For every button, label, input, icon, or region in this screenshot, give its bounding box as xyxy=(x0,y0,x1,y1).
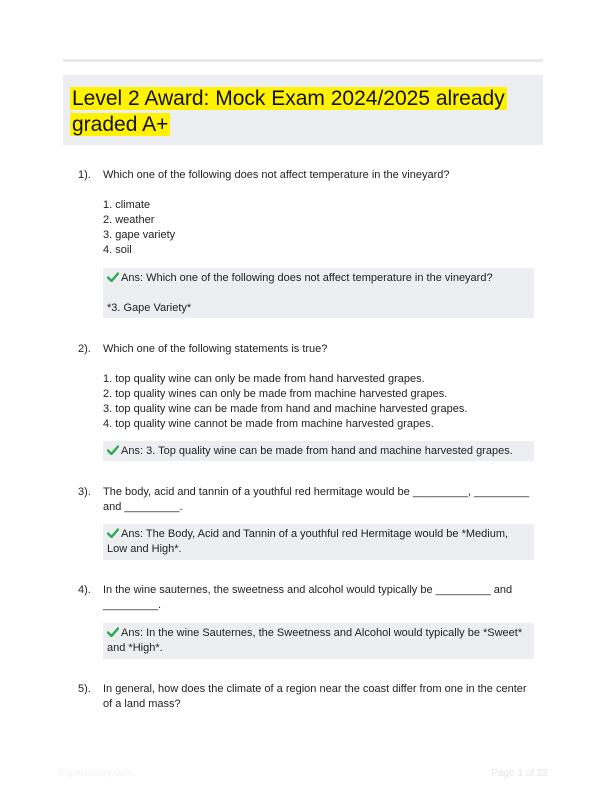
question-text: The body, acid and tannin of a youthful red hermitage would be _________, _________ and _________. xyxy=(103,486,530,513)
page-number: Page 1 of 22 xyxy=(491,768,548,779)
answer-text: *3. Gape Variety* xyxy=(107,302,192,314)
question-number: 5). xyxy=(78,683,91,695)
answer-text: Ans: 3. Top quality wine can be made from hand and machine harvested grapes. xyxy=(121,445,513,457)
page-title: Level 2 Award: Mock Exam 2024/2025 already graded A+ xyxy=(72,87,505,136)
options-list xyxy=(103,372,533,432)
option: 4. top quality wine cannot be made from machine harvested grapes. xyxy=(103,418,434,430)
top-divider xyxy=(63,59,543,62)
check-icon xyxy=(107,627,119,637)
question-number: 2). xyxy=(78,343,91,355)
option: 3. top quality wine can be made from hand and machine harvested grapes. xyxy=(103,403,468,415)
answer-box xyxy=(103,268,534,318)
answer-box xyxy=(103,441,534,461)
answer-box xyxy=(103,623,534,659)
options-list xyxy=(103,198,533,258)
question-number: 1). xyxy=(78,169,91,181)
option: 2. weather xyxy=(103,214,155,226)
answer-text: Ans: The Body, Acid and Tannin of a youthful red Hermitage would be *Medium, Low and High*. xyxy=(107,528,509,555)
question-text: Which one of the following statements is true? xyxy=(103,343,328,355)
option: 2. top quality wines can only be made from machine harvested grapes. xyxy=(103,388,448,400)
option: 1. climate xyxy=(103,199,151,211)
answer-text: Ans: In the wine Sauternes, the Sweetness and Alcohol would typically be *Sweet* and *High*. xyxy=(107,627,523,654)
question-text: In general, how does the climate of a region near the coast differ from one in the center of a land mass? xyxy=(103,683,527,710)
question-text: In the wine sauternes, the sweetness and alcohol would typically be _________ and _________. xyxy=(103,584,513,611)
option: 1. top quality wine can only be made from hand harvested grapes. xyxy=(103,373,425,385)
answer-text: Ans: Which one of the following does not affect temperature in the vineyard? xyxy=(121,272,493,284)
check-icon xyxy=(107,445,119,455)
option: 4. soil xyxy=(103,244,132,256)
answer-box xyxy=(103,524,534,560)
check-icon xyxy=(107,272,119,282)
option: 3. gape variety xyxy=(103,229,176,241)
check-icon xyxy=(107,528,119,538)
question-number: 4). xyxy=(78,584,91,596)
footer-watermark: Paperlibrary.com xyxy=(58,768,133,779)
question-text: Which one of the following does not affect temperature in the vineyard? xyxy=(103,169,450,181)
question-number: 3). xyxy=(78,486,91,498)
